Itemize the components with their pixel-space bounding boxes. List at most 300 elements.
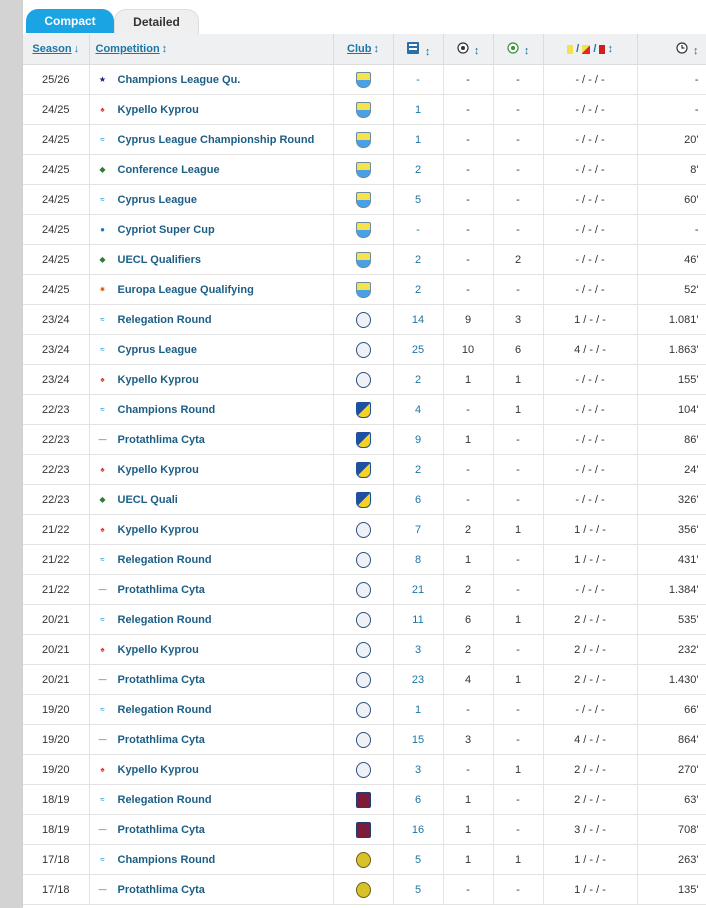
goals-cell: - — [443, 455, 493, 485]
conference-league-icon: ◆ — [99, 254, 106, 264]
season-header-label[interactable]: Season — [32, 43, 72, 55]
competition-cell — [89, 725, 333, 755]
club-cell[interactable] — [333, 485, 393, 515]
season-cell: 22/23 — [23, 425, 89, 455]
appearances-link[interactable]: 9 — [414, 433, 422, 446]
table-row — [23, 815, 706, 845]
table-row — [23, 65, 706, 95]
appearances-cell — [393, 545, 443, 575]
club-crest-icon-white[interactable] — [356, 312, 371, 328]
season-header[interactable] — [23, 34, 89, 65]
appearances-link[interactable]: 3 — [414, 763, 422, 776]
table-row — [23, 275, 706, 305]
competition-cell — [89, 335, 333, 365]
appearances-cell — [393, 575, 443, 605]
sort-icon[interactable]: ↕ — [161, 43, 168, 55]
competition-link[interactable]: Conference League — [117, 163, 220, 176]
club-crest-icon-aris[interactable] — [356, 102, 371, 118]
goal-ball-icon — [457, 43, 472, 57]
club-cell[interactable] — [333, 335, 393, 365]
cards-cell: 1 / - / - — [543, 545, 637, 575]
competition-link[interactable]: Cyprus League — [117, 193, 197, 206]
appearances-link[interactable]: 25 — [411, 343, 425, 356]
conference-league-icon: ◆ — [99, 164, 106, 174]
table-row — [23, 605, 706, 635]
appearances-link[interactable]: 2 — [414, 373, 422, 386]
champions-league-icon: ★ — [98, 74, 107, 84]
club-crest-icon-white[interactable] — [356, 702, 371, 718]
cyprus-league-icon: ≈ — [100, 194, 105, 204]
goals-cell: 4 — [443, 665, 493, 695]
club-cell[interactable] — [333, 155, 393, 185]
cards-cell: - / - / - — [543, 185, 637, 215]
goals-cell: - — [443, 275, 493, 305]
club-cell[interactable] — [333, 845, 393, 875]
assists-header[interactable] — [493, 34, 543, 65]
table-row — [23, 875, 706, 905]
assists-cell: - — [493, 785, 543, 815]
appearances-link[interactable]: 15 — [411, 733, 425, 746]
club-cell[interactable] — [333, 725, 393, 755]
sort-icon[interactable]: ↕ — [607, 43, 613, 55]
appearances-cell — [393, 725, 443, 755]
goals-cell: - — [443, 245, 493, 275]
season-cell: 20/21 — [23, 605, 89, 635]
assists-cell: - — [493, 875, 543, 905]
season-cell: 19/20 — [23, 725, 89, 755]
club-crest-icon-aris[interactable] — [356, 222, 371, 238]
appearances-link[interactable]: 7 — [414, 523, 422, 536]
goals-cell: 9 — [443, 305, 493, 335]
appearances-link[interactable]: 21 — [411, 583, 425, 596]
competition-link[interactable]: Cyprus League Championship Round — [117, 133, 315, 146]
club-crest-icon-apoel[interactable] — [356, 432, 371, 448]
competition-link[interactable]: Cyprus League — [117, 343, 197, 356]
season-cell: 24/25 — [23, 215, 89, 245]
sort-desc-icon[interactable]: ↓ — [73, 43, 80, 55]
appearances-link[interactable]: 2 — [414, 463, 422, 476]
goals-cell: 6 — [443, 605, 493, 635]
club-cell[interactable] — [333, 365, 393, 395]
assist-ball-icon — [507, 43, 522, 57]
competition-link[interactable]: Kypello Kyprou — [117, 373, 199, 386]
minutes-cell: 63' — [637, 785, 706, 815]
club-cell[interactable] — [333, 185, 393, 215]
club-cell[interactable] — [333, 815, 393, 845]
club-crest-icon-white[interactable] — [356, 552, 371, 568]
club-crest-icon-aris[interactable] — [356, 162, 371, 178]
appearances-cell — [393, 95, 443, 125]
club-cell[interactable] — [333, 545, 393, 575]
cyprus-league-icon: ≈ — [100, 614, 105, 624]
appearances-link[interactable]: 6 — [414, 493, 422, 506]
appearances-cell — [393, 365, 443, 395]
club-cell[interactable] — [333, 755, 393, 785]
table-row — [23, 95, 706, 125]
season-cell: 17/18 — [23, 875, 89, 905]
sort-icon[interactable]: ↕ — [523, 44, 530, 57]
table-row — [23, 365, 706, 395]
table-row — [23, 725, 706, 755]
appearances-link[interactable]: 1 — [414, 103, 422, 116]
appearances-cell — [393, 305, 443, 335]
appearances-cell — [393, 335, 443, 365]
assists-cell: - — [493, 485, 543, 515]
club-crest-icon-aris[interactable] — [356, 132, 371, 148]
season-cell: 23/24 — [23, 335, 89, 365]
club-crest-icon-aris[interactable] — [356, 252, 371, 268]
goals-cell: 1 — [443, 845, 493, 875]
competition-cell — [89, 455, 333, 485]
appearances-link[interactable]: 2 — [414, 283, 422, 296]
appearances-cell — [393, 215, 443, 245]
league-logo-icon: ― — [98, 734, 107, 744]
appearances-link[interactable]: 2 — [414, 253, 422, 266]
cup-trophy-icon: ♠ — [100, 524, 105, 534]
assists-cell: - — [493, 725, 543, 755]
sort-icon[interactable]: ↕ — [424, 45, 431, 58]
competition-cell — [89, 815, 333, 845]
goals-cell: 2 — [443, 635, 493, 665]
club-crest-icon-white[interactable] — [356, 522, 371, 538]
minutes-cell: 1.384' — [637, 575, 706, 605]
goals-cell: - — [443, 755, 493, 785]
assists-cell: 2 — [493, 245, 543, 275]
cards-cell: - / - / - — [543, 245, 637, 275]
club-crest-icon-gold[interactable] — [356, 882, 371, 898]
goals-cell: 2 — [443, 515, 493, 545]
minutes-cell: 20' — [637, 125, 706, 155]
competition-link[interactable]: Relegation Round — [117, 553, 212, 566]
cyprus-league-icon: ≈ — [100, 314, 105, 324]
club-crest-icon-aris[interactable] — [356, 72, 371, 88]
table-row — [23, 215, 706, 245]
appearances-link[interactable]: 5 — [414, 193, 422, 206]
appearances-link[interactable]: 3 — [414, 643, 422, 656]
appearances-cell — [393, 65, 443, 95]
sort-icon[interactable]: ↕ — [473, 44, 480, 57]
club-crest-icon-maroon[interactable] — [356, 822, 371, 838]
club-cell[interactable] — [333, 275, 393, 305]
table-row — [23, 575, 706, 605]
club-cell[interactable] — [333, 575, 393, 605]
minutes-cell: 270' — [637, 755, 706, 785]
club-cell[interactable] — [333, 635, 393, 665]
league-logo-icon: ― — [98, 584, 107, 594]
appearances-cell — [393, 515, 443, 545]
season-cell: 23/24 — [23, 305, 89, 335]
appearances-link[interactable]: - — [416, 73, 420, 86]
appearances-link[interactable]: 6 — [414, 793, 422, 806]
appearances-link[interactable]: 23 — [411, 673, 425, 686]
cards-cell: - / - / - — [543, 485, 637, 515]
competition-link[interactable]: Cypriot Super Cup — [117, 223, 215, 236]
competition-link[interactable]: Protathlima Cyta — [117, 823, 205, 836]
league-logo-icon: ― — [98, 434, 107, 444]
competition-link[interactable]: Protathlima Cyta — [117, 883, 205, 896]
assists-cell: - — [493, 425, 543, 455]
assists-cell: - — [493, 125, 543, 155]
competition-link[interactable]: Protathlima Cyta — [117, 673, 205, 686]
cards-cell: 1 / - / - — [543, 305, 637, 335]
season-cell: 21/22 — [23, 515, 89, 545]
club-cell[interactable] — [333, 395, 393, 425]
competition-cell — [89, 425, 333, 455]
minutes-cell: 1.081' — [637, 305, 706, 335]
assists-cell: 1 — [493, 665, 543, 695]
season-cell: 24/25 — [23, 245, 89, 275]
appearances-link[interactable]: 5 — [414, 883, 422, 896]
club-cell[interactable] — [333, 785, 393, 815]
minutes-cell: 46' — [637, 245, 706, 275]
appearances-cell — [393, 185, 443, 215]
club-crest-icon-white[interactable] — [356, 672, 371, 688]
minutes-cell: 864' — [637, 725, 706, 755]
season-cell: 22/23 — [23, 485, 89, 515]
club-cell[interactable] — [333, 695, 393, 725]
goals-cell: - — [443, 695, 493, 725]
appearances-link[interactable]: 14 — [411, 313, 425, 326]
club-crest-icon-white[interactable] — [356, 642, 371, 658]
appearances-link[interactable]: 1 — [414, 133, 422, 146]
minutes-cell: 431' — [637, 545, 706, 575]
cards-cell: 2 / - / - — [543, 755, 637, 785]
competition-cell — [89, 845, 333, 875]
appearances-link[interactable]: 5 — [414, 853, 422, 866]
club-crest-icon-white[interactable] — [356, 762, 371, 778]
club-crest-icon-white[interactable] — [356, 372, 371, 388]
cards-cell: - / - / - — [543, 455, 637, 485]
assists-cell: - — [493, 695, 543, 725]
red-card-icon — [599, 45, 605, 54]
competition-link[interactable]: Kypello Kyprou — [117, 763, 199, 776]
table-row — [23, 245, 706, 275]
competition-header[interactable] — [89, 34, 333, 65]
competition-cell — [89, 395, 333, 425]
yellow-card-icon — [567, 45, 573, 54]
cyprus-league-icon: ≈ — [100, 134, 105, 144]
assists-cell: 1 — [493, 755, 543, 785]
yellow-red-card-icon — [582, 45, 590, 54]
appearances-link[interactable]: - — [416, 223, 420, 236]
cards-cell: - / - / - — [543, 425, 637, 455]
minutes-cell: 1.863' — [637, 335, 706, 365]
competition-link[interactable]: Protathlima Cyta — [117, 433, 205, 446]
competition-link[interactable]: Protathlima Cyta — [117, 733, 205, 746]
goals-cell: - — [443, 125, 493, 155]
competition-cell — [89, 185, 333, 215]
minutes-cell: 155' — [637, 365, 706, 395]
sort-icon[interactable]: ↕ — [373, 43, 379, 55]
table-row — [23, 125, 706, 155]
club-crest-icon-maroon[interactable] — [356, 792, 371, 808]
competition-cell — [89, 275, 333, 305]
club-crest-icon-white[interactable] — [356, 732, 371, 748]
cyprus-league-icon: ≈ — [100, 794, 105, 804]
club-cell[interactable] — [333, 305, 393, 335]
club-cell[interactable] — [333, 455, 393, 485]
competition-link[interactable]: Relegation Round — [117, 313, 212, 326]
club-crest-icon-aris[interactable] — [356, 192, 371, 208]
assists-cell: 1 — [493, 365, 543, 395]
club-crest-icon-white[interactable] — [356, 612, 371, 628]
competition-link[interactable]: Kypello Kyprou — [117, 463, 199, 476]
cyprus-league-icon: ≈ — [100, 344, 105, 354]
appearances-link[interactable]: 8 — [414, 553, 422, 566]
assists-cell: - — [493, 815, 543, 845]
minutes-cell: 232' — [637, 635, 706, 665]
club-crest-icon-gold[interactable] — [356, 852, 371, 868]
competition-cell — [89, 785, 333, 815]
competition-cell — [89, 305, 333, 335]
goals-cell: - — [443, 65, 493, 95]
goals-header[interactable] — [443, 34, 493, 65]
club-crest-icon-white[interactable] — [356, 582, 371, 598]
appearances-link[interactable]: 4 — [414, 403, 422, 416]
club-cell[interactable] — [333, 875, 393, 905]
cards-cell: - / - / - — [543, 395, 637, 425]
cards-cell: 3 / - / - — [543, 815, 637, 845]
competition-link[interactable]: Relegation Round — [117, 613, 212, 626]
goals-cell: - — [443, 185, 493, 215]
competition-link[interactable]: UECL Qualifiers — [117, 253, 202, 266]
assists-cell: 6 — [493, 335, 543, 365]
goals-cell: - — [443, 155, 493, 185]
cyprus-league-icon: ≈ — [100, 854, 105, 864]
minutes-cell: 86' — [637, 425, 706, 455]
assists-cell: - — [493, 215, 543, 245]
cards-slash: / — [576, 43, 580, 55]
minutes-cell: 60' — [637, 185, 706, 215]
club-crest-icon-white[interactable] — [356, 342, 371, 358]
club-crest-icon-apoel[interactable] — [356, 462, 371, 478]
minutes-cell: 535' — [637, 605, 706, 635]
appearances-link[interactable]: 16 — [411, 823, 425, 836]
stats-panel — [22, 0, 706, 908]
club-header[interactable] — [333, 34, 393, 65]
appearances-header[interactable] — [393, 34, 443, 65]
club-header-label[interactable]: Club — [347, 43, 372, 55]
cyprus-league-icon: ≈ — [100, 704, 105, 714]
competition-cell — [89, 245, 333, 275]
assists-cell: 1 — [493, 395, 543, 425]
competition-link[interactable]: Kypello Kyprou — [117, 643, 199, 656]
club-crest-icon-apoel[interactable] — [356, 492, 371, 508]
cyprus-league-icon: ≈ — [100, 554, 105, 564]
season-cell: 24/25 — [23, 185, 89, 215]
competition-cell — [89, 545, 333, 575]
cards-cell: 2 / - / - — [543, 785, 637, 815]
appearances-cell — [393, 395, 443, 425]
appearances-cell — [393, 665, 443, 695]
cup-trophy-icon: ♠ — [100, 644, 105, 654]
cup-trophy-icon: ♠ — [100, 764, 105, 774]
goals-cell: 1 — [443, 815, 493, 845]
goals-cell: - — [443, 395, 493, 425]
competition-link[interactable]: Protathlima Cyta — [117, 583, 205, 596]
club-cell[interactable] — [333, 515, 393, 545]
minutes-cell: 356' — [637, 515, 706, 545]
club-cell[interactable] — [333, 245, 393, 275]
competition-link[interactable]: Kypello Kyprou — [117, 523, 199, 536]
competition-link[interactable]: Relegation Round — [117, 703, 212, 716]
season-cell: 19/20 — [23, 755, 89, 785]
cards-header[interactable] — [543, 34, 637, 65]
competition-link[interactable]: Champions League Qu. — [117, 73, 241, 86]
club-crest-icon-apoel[interactable] — [356, 402, 371, 418]
competition-cell — [89, 515, 333, 545]
minutes-cell: 1.430' — [637, 665, 706, 695]
competition-header-label[interactable]: Competition — [95, 43, 160, 55]
club-cell[interactable] — [333, 95, 393, 125]
club-cell[interactable] — [333, 605, 393, 635]
season-cell: 22/23 — [23, 395, 89, 425]
club-crest-icon-aris[interactable] — [356, 282, 371, 298]
cards-cell: 2 / - / - — [543, 605, 637, 635]
appearances-link[interactable]: 2 — [414, 163, 422, 176]
competition-link[interactable]: Champions Round — [117, 403, 216, 416]
tab-compact[interactable]: Compact — [26, 9, 114, 33]
table-row — [23, 455, 706, 485]
club-cell[interactable] — [333, 65, 393, 95]
table-row — [23, 425, 706, 455]
table-row — [23, 635, 706, 665]
minutes-cell: - — [637, 95, 706, 125]
club-cell[interactable] — [333, 665, 393, 695]
competition-cell — [89, 755, 333, 785]
tab-detailed[interactable]: Detailed — [114, 9, 199, 34]
appearances-cell — [393, 785, 443, 815]
club-cell[interactable] — [333, 215, 393, 245]
appearances-link[interactable]: 1 — [414, 703, 422, 716]
season-cell: 25/26 — [23, 65, 89, 95]
goals-cell: 1 — [443, 425, 493, 455]
appearances-cell — [393, 485, 443, 515]
club-cell[interactable] — [333, 425, 393, 455]
competition-cell — [89, 695, 333, 725]
competition-link[interactable]: Champions Round — [117, 853, 216, 866]
clock-icon — [676, 43, 691, 57]
club-cell[interactable] — [333, 125, 393, 155]
goals-cell: 1 — [443, 365, 493, 395]
table-row — [23, 485, 706, 515]
season-cell: 24/25 — [23, 125, 89, 155]
assists-cell: - — [493, 155, 543, 185]
table-row — [23, 665, 706, 695]
cards-cell: - / - / - — [543, 365, 637, 395]
cards-cell: - / - / - — [543, 95, 637, 125]
sort-icon[interactable]: ↕ — [693, 44, 699, 57]
competition-cell — [89, 575, 333, 605]
competition-link[interactable]: Europa League Qualifying — [117, 283, 254, 296]
competition-link[interactable]: Kypello Kyprou — [117, 103, 199, 116]
goals-cell: 1 — [443, 785, 493, 815]
cards-slash: / — [593, 43, 597, 55]
appearances-cell — [393, 425, 443, 455]
minutes-header[interactable] — [637, 34, 706, 65]
cards-cell: - / - / - — [543, 275, 637, 305]
competition-cell — [89, 125, 333, 155]
minutes-cell: 52' — [637, 275, 706, 305]
appearances-link[interactable]: 11 — [412, 613, 424, 626]
appearances-cell — [393, 635, 443, 665]
season-cell: 19/20 — [23, 695, 89, 725]
competition-cell — [89, 875, 333, 905]
competition-cell — [89, 605, 333, 635]
minutes-cell: - — [637, 215, 706, 245]
competition-link[interactable]: UECL Quali — [117, 493, 178, 506]
competition-link[interactable]: Relegation Round — [117, 793, 212, 806]
